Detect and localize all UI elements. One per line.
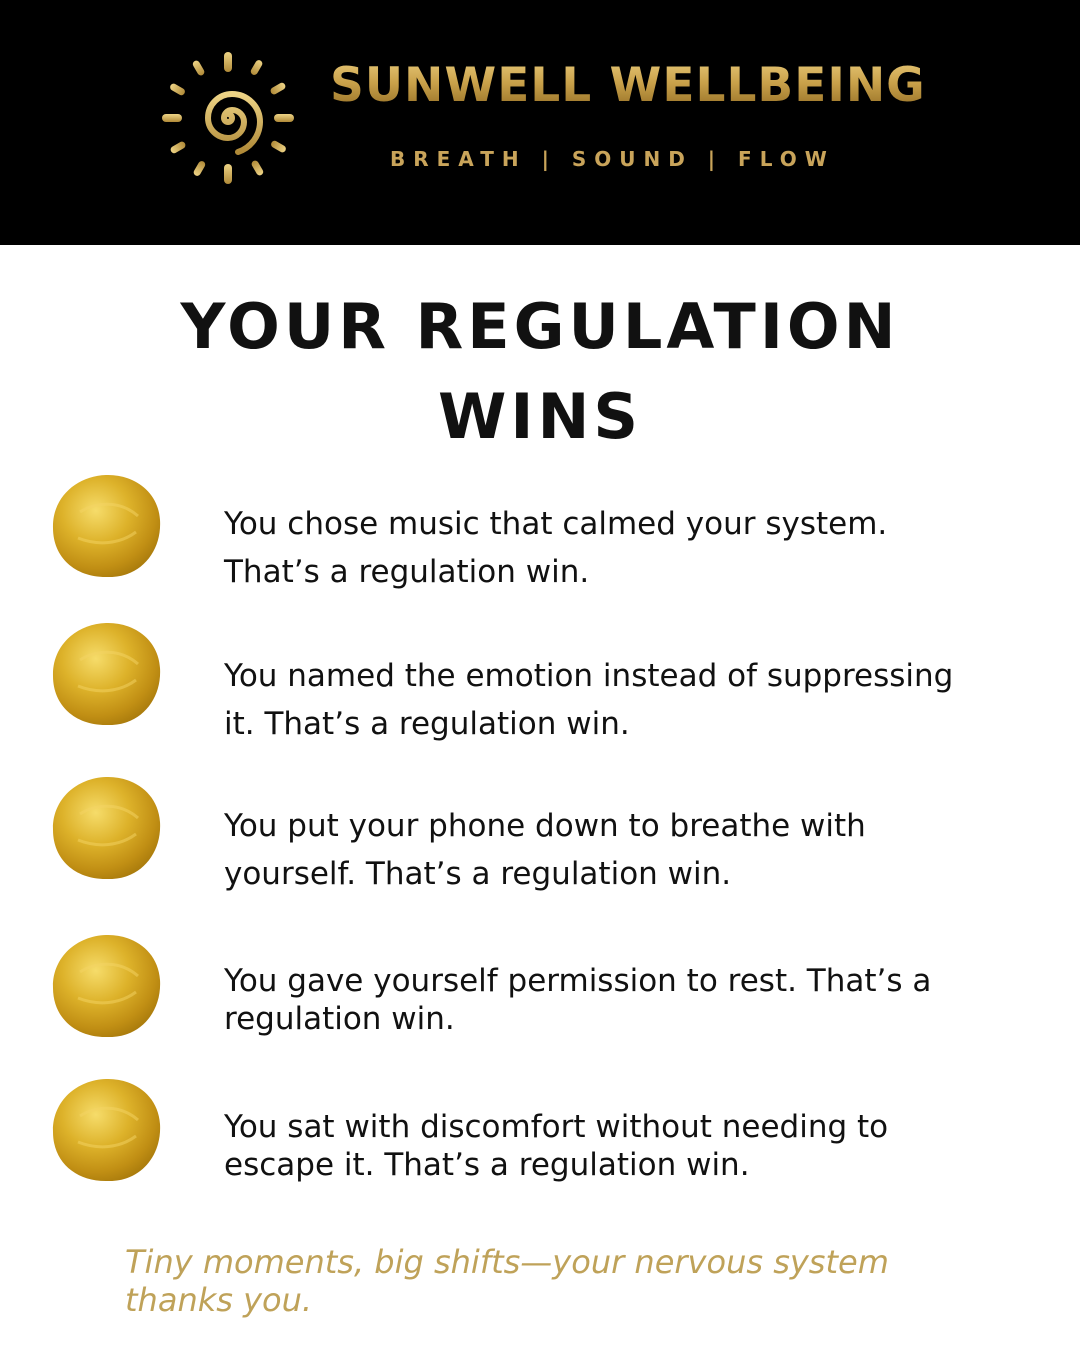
brand-tagline: BREATH | SOUND | FLOW (390, 147, 835, 171)
header-banner (0, 0, 1080, 245)
win-item (0, 470, 1080, 590)
closing-message (125, 1243, 1025, 1319)
win-text-line-1: You named the emotion instead of suppressing (224, 658, 954, 694)
win-item (0, 932, 1080, 1052)
win-text (224, 652, 1069, 748)
page-title (60, 282, 1020, 462)
win-text (224, 1108, 1069, 1184)
win-item (0, 1076, 1080, 1196)
gold-circle-icon (50, 472, 162, 580)
win-text-line-1: You gave yourself permission to rest. That’s a (224, 963, 932, 999)
sun-spiral-icon (158, 48, 298, 188)
win-text-line-2: regulation win. (224, 1001, 455, 1037)
brand-name: SUNWELL WELLBEING (330, 58, 926, 113)
win-item (0, 620, 1080, 740)
win-text-line-1: You sat with discomfort without needing to (224, 1109, 889, 1145)
win-text (224, 500, 1069, 596)
win-text-line-2: That’s a regulation win. (224, 554, 590, 590)
page-title-line-2: WINS (438, 380, 642, 453)
closing-line-1: Tiny moments, big shifts—your nervous system (125, 1243, 889, 1281)
gold-circle-icon (50, 1076, 162, 1184)
win-text (224, 962, 1069, 1038)
win-text-line-2: yourself. That’s a regulation win. (224, 856, 732, 892)
win-text-line-2: it. That’s a regulation win. (224, 706, 630, 742)
win-text-line-1: You put your phone down to breathe with (224, 808, 866, 844)
win-item (0, 772, 1080, 892)
closing-line-2: thanks you. (125, 1281, 313, 1319)
win-text (224, 802, 1069, 898)
gold-circle-icon (50, 774, 162, 882)
gold-circle-icon (50, 620, 162, 728)
win-text-line-1: You chose music that calmed your system. (224, 506, 888, 542)
win-text-line-2: escape it. That’s a regulation win. (224, 1147, 750, 1183)
page-title-line-1: YOUR REGULATION (180, 290, 900, 363)
gold-circle-icon (50, 932, 162, 1040)
